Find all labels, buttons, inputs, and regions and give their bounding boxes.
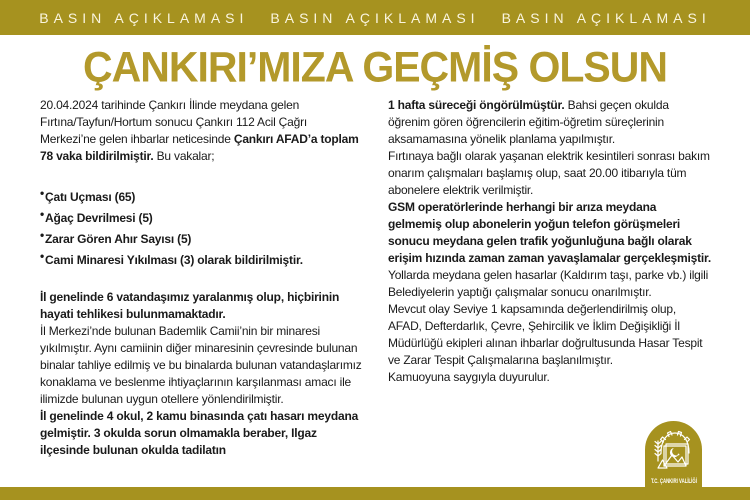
bullet-item <box>40 185 364 206</box>
crescent-icon <box>669 447 679 457</box>
paragraph <box>40 323 364 408</box>
paragraph <box>388 267 712 301</box>
paragraph <box>388 369 712 386</box>
paragraph-spacer <box>40 165 364 185</box>
bullet-icon: • <box>40 207 45 221</box>
bullet-icon: • <box>40 228 45 242</box>
bottom-bar <box>0 487 750 500</box>
banner-text-1: BASIN AÇIKLAMASI <box>39 9 249 26</box>
banner-text-2: BASIN AÇIKLAMASI <box>270 9 480 26</box>
paragraph <box>388 199 712 267</box>
paragraph-text: Bahsi geçen okulda öğrenim gören öğrencilerin eğitim-öğretim süreçlerinin aksamamasına yönelik planlama yapılmıştır. <box>388 98 669 146</box>
paragraph <box>388 301 712 369</box>
paragraph-text: Kamuoyuna saygıyla duyurulur. <box>388 370 550 384</box>
paragraph-text: İl Merkezi’nde bulunan Bademlik Camii’nin bir minaresi yıkılmıştır. Aynı camiinin diğer minaresinin çevresinde bulunan binalar tahliye edilmiş ve bu binalarda bulunan vatandaşlarımız konaklama ve beslenme ihtiyaçlarının karşılanması amacı ile ilimizde bulunan uygun otellere yönlendirilmiştir. <box>40 324 362 406</box>
paragraph-bold-text: 1 hafta süreceği öngörülmüştür. <box>388 98 565 112</box>
star-icon <box>677 454 679 456</box>
paragraph <box>40 408 364 459</box>
bullet-icon: • <box>40 249 45 263</box>
left-column <box>40 97 364 459</box>
logo-text: T.C. ÇANKIRI VALİLİĞİ <box>650 479 697 485</box>
right-column <box>388 97 712 459</box>
governorship-emblem-icon <box>652 428 696 478</box>
paragraph-text: Mevcut olay Seviye 1 kapsamında değerlendirilmiş olup, AFAD, Defterdarlık, Çevre, Şehircilik ve İklim Değişikliği İl Müdürlüğü ekipleri alınan ihbarlar doğrultusunda Hasar Tespit ve Zarar Tespit Çalışmalarına başlanılmıştır. <box>388 302 703 367</box>
top-banner <box>0 0 750 35</box>
paragraph <box>388 148 712 199</box>
bullet-item-label: Ağaç Devrilmesi (5) <box>45 211 153 225</box>
paragraph <box>40 289 364 323</box>
paragraph-bold-text: İl genelinde 4 okul, 2 kamu binasında çatı hasarı meydana gelmiştir. 3 okulda sorun olmamakla beraber, Ilgaz ilçesinde bulunan okulda tadilatın <box>40 409 359 457</box>
bullet-item-label: Çatı Uçması (65) <box>45 190 136 204</box>
banner-text-3: BASIN AÇIKLAMASI <box>501 9 711 26</box>
bullet-item <box>40 248 364 269</box>
bullet-item <box>40 227 364 248</box>
bullet-icon: • <box>40 186 45 200</box>
paragraph-text: Yollarda meydana gelen hasarlar (Kaldırım taşı, parke vb.) ilgili Belediyelerin yaptığı çalışmalar sonucu onarılmıştır. <box>388 268 709 299</box>
paragraph <box>388 97 712 148</box>
paragraph-text: Fırtınaya bağlı olarak yaşanan elektrik kesintileri sonrası bakım onarım çalışmaları başlamış olup, saat 20.00 itibarıyla tüm abonelere elektrik verilmiştir. <box>388 149 710 197</box>
paragraph-bold-text: GSM operatörlerinde herhangi bir arıza meydana gelmemiş olup abonelerin yoğun telefon görüşmeleri sonucu meydana gelen trafik yoğunluğuna bağlı olarak erişim hızında zaman zaman yavaşlamalar gerçekleşmiştir. <box>388 200 711 265</box>
paragraph-text: Bu vakalar; <box>153 149 215 163</box>
paragraph-spacer <box>40 269 364 289</box>
paragraph-bold-text: İl genelinde 6 vatandaşımız yaralanmış olup, hiçbirinin hayati tehlikesi bulunmamaktadır. <box>40 290 340 321</box>
bullet-item-label: Cami Minaresi Yıkılması (3) olarak bildirilmiştir. <box>45 253 303 267</box>
bullet-item-label: Zarar Gören Ahır Sayısı (5) <box>45 232 192 246</box>
paragraph-bold-text: Çankırı AFAD’a toplam 78 vaka bildirilmiştir. <box>40 132 359 163</box>
paragraph <box>40 97 364 165</box>
paragraph-text: 20.04.2024 tarihinde Çankırı İlinde meydana gelen Fırtına/Tayfun/Hortum sonucu Çankırı 112 Acil Çağrı Merkezi’ne gelen ihbarlar neticesinde <box>40 98 308 146</box>
page-title: ÇANKIRI’MIZA GEÇMİŞ OLSUN <box>83 43 667 91</box>
bullet-item <box>40 206 364 227</box>
press-release-body <box>0 93 750 459</box>
wheat-icon <box>655 441 661 461</box>
cankiri-valiligi-logo <box>645 421 702 500</box>
